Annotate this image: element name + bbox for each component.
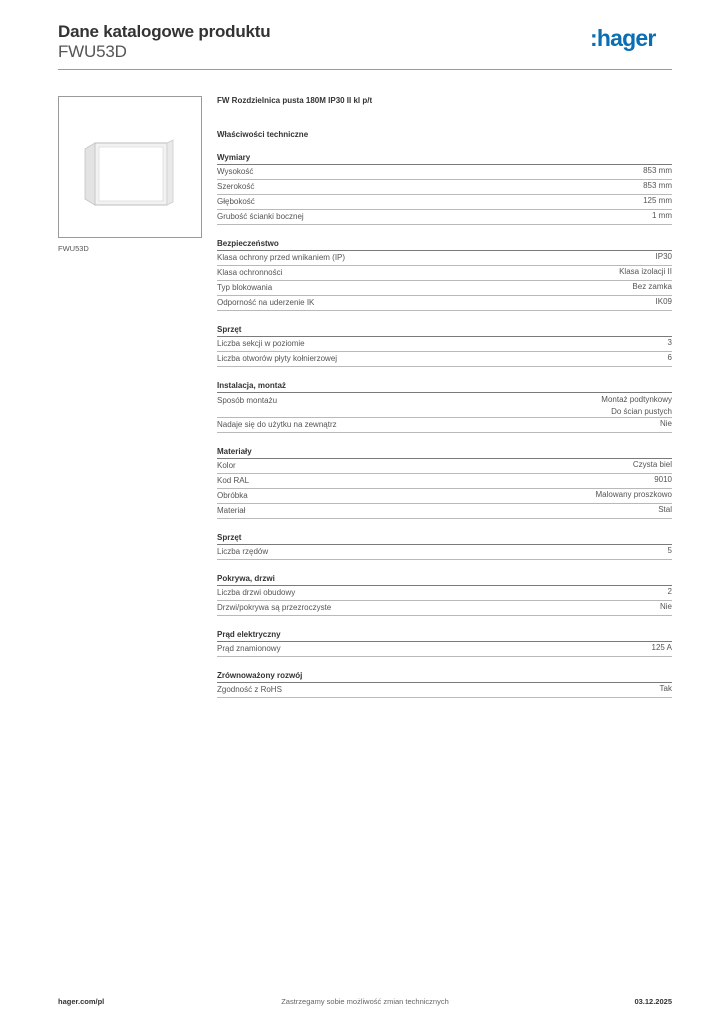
spec-label: Klasa ochronności [217,268,283,277]
spec-label: Szerokość [217,182,255,191]
spec-row [217,459,672,474]
spec-value [643,165,672,179]
spec-value-line: Malowany proszkowo [595,490,672,499]
spec-value [643,180,672,194]
enclosure-illustration [59,97,201,237]
spec-value [619,266,672,280]
spec-label: Grubość ścianki bocznej [217,212,304,221]
product-name: FW Rozdzielnica pusta 180M IP30 II kl p/t [217,96,373,105]
spec-row [217,165,672,180]
spec-value-line: Tak [659,684,672,693]
spec-row [217,683,672,698]
section-title: Instalacja, montaż [217,379,672,393]
spec-value [652,210,672,224]
spec-value-line: Nie [659,419,672,428]
spec-value-line: IK09 [655,297,672,306]
spec-value-line: 125 mm [643,196,672,205]
spec-label: Wysokość [217,167,254,176]
spec-row [217,352,672,367]
spec-value-line: Bez zamka [632,282,672,291]
spec-value [656,296,672,310]
spec-row [217,296,672,311]
spec-value-line: 2 [667,587,672,596]
spec-value [660,683,672,697]
section-title: Zrównoważony rozwój [217,669,672,683]
spec-section [217,237,672,311]
section-title: Materiały [217,445,672,459]
section-title: Pokrywa, drzwi [217,572,672,586]
footer-disclaimer: Zastrzegamy sobie możliwość zmian technicznych [281,997,449,1006]
spec-section [217,323,672,367]
spec-value-line: Klasa izolacji II [619,267,672,276]
spec-section [217,572,672,616]
spec-value [656,251,672,265]
spec-label: Liczba sekcji w poziomie [217,339,305,348]
spec-label: Nadaje się do użytku na zewnątrz [217,420,337,429]
spec-value [633,459,672,473]
spec-row [217,504,672,519]
spec-label: Drzwi/pokrywa są przezroczyste [217,603,332,612]
spec-section [217,151,672,225]
spec-row [217,418,672,433]
spec-label: Kolor [217,461,236,470]
spec-row [217,474,672,489]
spec-label: Prąd znamionowy [217,644,281,653]
spec-value-line: Czysta biel [632,460,672,469]
section-title: Wymiary [217,151,672,165]
page-header [58,20,672,70]
spec-value-line: 853 mm [643,166,672,175]
spec-label: Sposób montażu [217,396,278,405]
spec-value-line: IP30 [655,252,672,261]
spec-label: Kod RAL [217,476,250,485]
spec-row [217,642,672,657]
section-title: Prąd elektryczny [217,628,672,642]
properties-title: Właściwości techniczne [217,130,309,139]
spec-value-line: 125 A [651,643,672,652]
specification-panel [217,93,672,698]
section-title: Sprzęt [217,323,672,337]
spec-label: Liczba drzwi obudowy [217,588,296,597]
spec-row [217,195,672,210]
spec-section [217,379,672,433]
spec-value-line: 1 mm [652,211,672,220]
spec-value-line: 5 [667,546,672,555]
spec-value-line: Montaż podtynkowy [601,395,672,404]
spec-row [217,180,672,195]
spec-row [217,489,672,504]
spec-value [632,281,672,295]
spec-label: Zgodność z RoHS [217,685,282,694]
spec-value-line: 853 mm [643,181,672,190]
spec-value [652,642,672,656]
spec-section [217,669,672,698]
section-title: Bezpieczeństwo [217,237,672,251]
spec-label: Odporność na uderzenie IK [217,298,315,307]
spec-label: Liczba rzędów [217,547,269,556]
spec-row [217,251,672,266]
spec-value [668,586,672,600]
hager-logo-text: :hager [590,26,656,51]
spec-value [668,352,672,366]
image-caption: FWU53D [58,244,89,253]
spec-value [643,195,672,209]
product-code-heading: FWU53D [58,42,127,61]
spec-row [217,337,672,352]
spec-value [658,504,672,518]
spec-section [217,628,672,657]
footer-date: 03.12.2025 [634,997,672,1006]
spec-value [668,337,672,351]
spec-label: Typ blokowania [217,283,273,292]
spec-value [654,474,672,488]
spec-label: Obróbka [217,491,248,500]
spec-value [660,601,672,615]
spec-label: Materiał [217,506,246,515]
spec-row [217,601,672,616]
spec-section [217,445,672,519]
spec-value-line: Nie [659,602,672,611]
spec-row [217,266,672,281]
section-title: Sprzęt [217,531,672,545]
spec-value-line: 9010 [654,475,672,484]
page-footer [58,997,672,1011]
spec-value [601,394,672,417]
spec-value-line: Do ścian pustych [611,406,672,416]
spec-label: Głębokość [217,197,255,206]
spec-label: Klasa ochrony przed wnikaniem (IP) [217,253,346,262]
spec-sections [217,151,672,698]
spec-row [217,210,672,225]
spec-row [217,545,672,560]
spec-label: Liczba otworów płyty kołnierzowej [217,354,338,363]
document-title: Dane katalogowe produktu [58,22,271,41]
spec-value [660,418,672,432]
spec-value-line: 3 [667,338,672,347]
spec-row [217,586,672,601]
footer-website: hager.com/pl [58,997,105,1006]
spec-value [668,545,672,559]
spec-value [596,489,672,503]
header-divider [58,69,672,70]
spec-row [217,281,672,296]
spec-value-line: 6 [667,353,672,362]
product-image [58,96,202,238]
spec-section [217,531,672,560]
spec-row [217,393,672,418]
hager-logo [590,26,672,52]
spec-value-line: Stal [658,505,672,514]
